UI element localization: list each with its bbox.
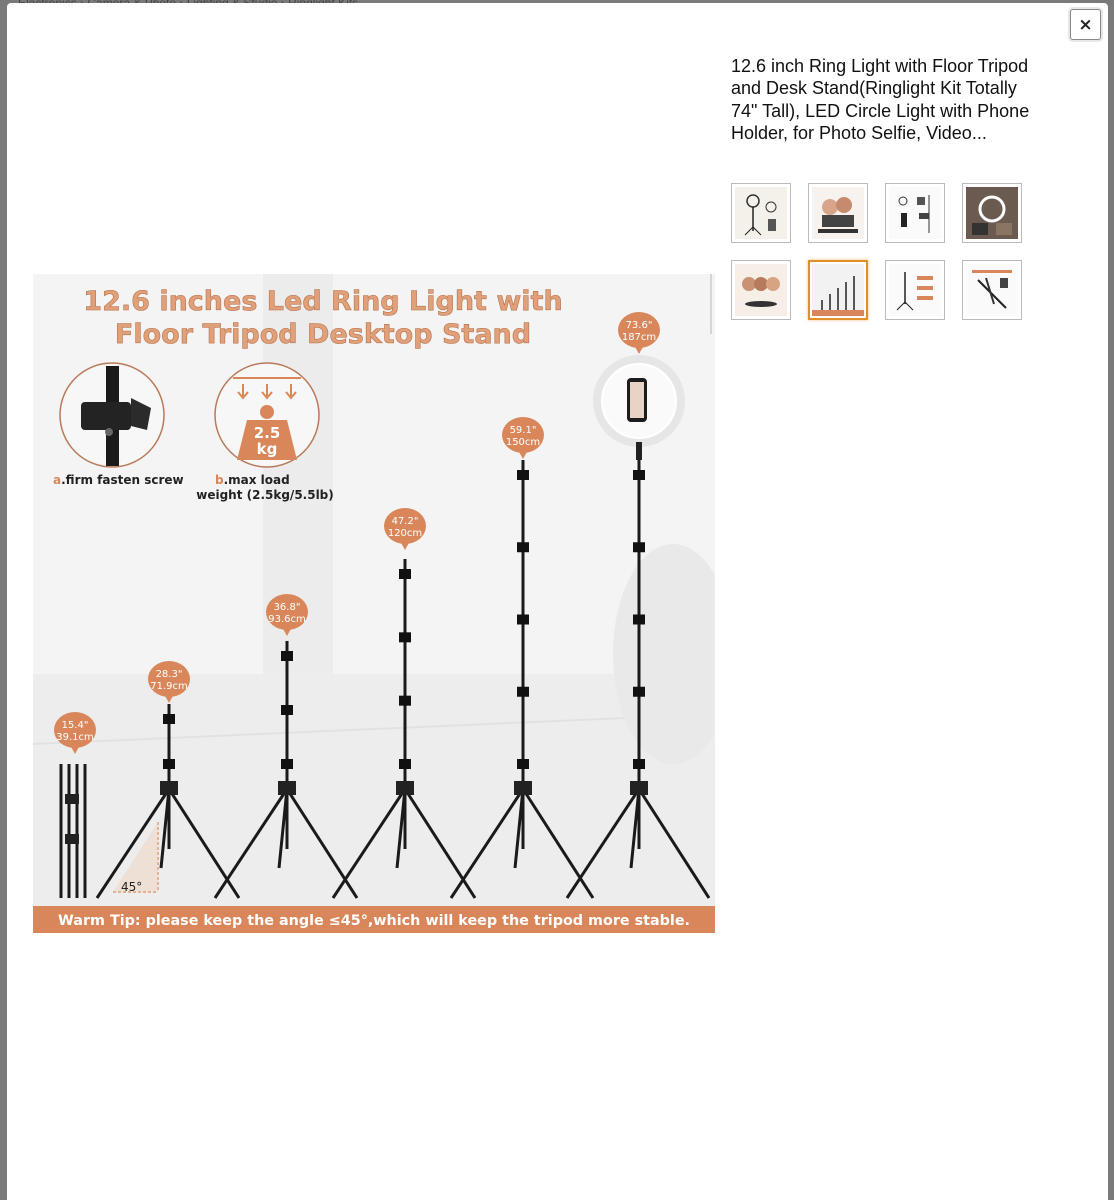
- thumbnail-1[interactable]: [731, 183, 791, 243]
- thumbnail-8[interactable]: [962, 260, 1022, 320]
- height-inches-6: 73.6": [625, 320, 653, 331]
- feature-a-text: .firm fasten screw: [61, 473, 184, 487]
- thumbnail-6[interactable]: [808, 260, 868, 320]
- height-inches-3: 36.8": [273, 602, 301, 613]
- feature-b-letter: b: [215, 473, 224, 487]
- feature-b-text-2: weight (2.5kg/5.5lb): [196, 488, 334, 502]
- thumbnail-7-image: [889, 264, 941, 316]
- thumbnail-2[interactable]: [808, 183, 868, 243]
- feature-a-letter: a: [53, 473, 62, 487]
- height-inches-4: 47.2": [391, 516, 419, 527]
- height-cm-6: 187cm: [621, 332, 657, 343]
- height-cm-4: 120cm: [387, 528, 423, 539]
- thumbnail-2-image: [812, 187, 864, 239]
- height-cm-3: 93.6cm: [268, 614, 306, 625]
- close-button[interactable]: ×: [1070, 9, 1101, 40]
- warm-tip-text: Warm Tip: please keep the angle ≤45°,which will keep the tripod more stable.: [58, 913, 690, 929]
- thumbnail-5[interactable]: [731, 260, 791, 320]
- product-title: 12.6 inch Ring Light with Floor Tripod and Desk Stand(Ringlight Kit Totally 74" Tall), LED Circle Light with Phone Holder, for Photo Selfie, Video...: [731, 56, 1030, 144]
- angle-label: 45°: [121, 880, 143, 894]
- thumbnail-grid: [731, 183, 1031, 320]
- height-cm-1: 39.1cm: [56, 732, 94, 743]
- thumbnail-6-image: [812, 264, 864, 316]
- image-viewer-modal: [7, 3, 1108, 1200]
- svg-text:a.firm fasten screw: [53, 473, 184, 487]
- height-cm-2: 71.9cm: [150, 681, 188, 692]
- main-product-image: [33, 274, 715, 933]
- screw-detail-icon: [60, 363, 164, 467]
- thumbnail-3[interactable]: [885, 183, 945, 243]
- image-headline-1: 12.6 inches Led Ring Light with: [83, 286, 563, 317]
- height-inches-1: 15.4": [61, 720, 89, 731]
- thumbnail-4-image: [966, 187, 1018, 239]
- thumbnail-7[interactable]: [885, 260, 945, 320]
- svg-text:b.max load: [215, 473, 290, 487]
- thumbnail-5-image: [735, 264, 787, 316]
- feature-b-text-1: .max load: [223, 473, 290, 487]
- height-inches-2: 28.3": [155, 669, 183, 680]
- thumbnail-4[interactable]: [962, 183, 1022, 243]
- weight-unit: kg: [256, 440, 278, 458]
- height-cm-5: 150cm: [505, 437, 541, 448]
- thumbnail-1-image: [735, 187, 787, 239]
- height-inches-5: 59.1": [509, 425, 537, 436]
- weight-value: 2.5: [253, 424, 281, 442]
- thumbnail-3-image: [889, 187, 941, 239]
- image-headline-2: Floor Tripod Desktop Stand: [114, 319, 532, 350]
- thumbnail-8-image: [966, 264, 1018, 316]
